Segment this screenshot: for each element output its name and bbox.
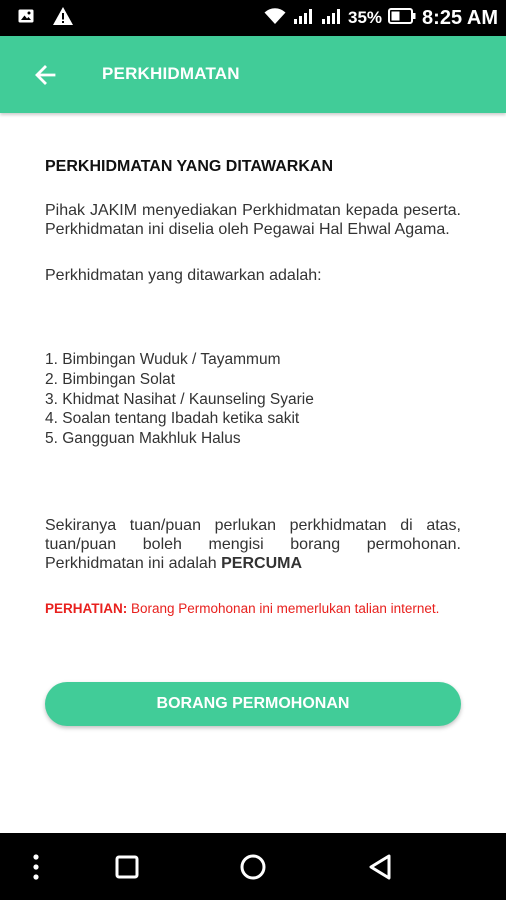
page-title: PERKHIDMATAN (102, 64, 240, 83)
offered-label: Perkhidmatan yang ditawarkan adalah: (45, 267, 322, 284)
intro-text: Pihak JAKIM menyediakan Perkhidmatan kepada peserta. Perkhidmatan ini diselia oleh Pegawai Hal Ehwal Agama. (45, 202, 461, 238)
more-vert-icon[interactable] (20, 851, 52, 883)
battery-percent: 35% (348, 8, 383, 27)
navigation-bar (0, 833, 506, 900)
section-heading: PERKHIDMATAN YANG DITAWARKAN (45, 158, 334, 175)
notice-label: PERHATIAN: (45, 601, 128, 616)
image-icon (18, 9, 34, 28)
signal-icon (320, 8, 342, 29)
signal-icon (292, 8, 314, 29)
list-item: 2. Bimbingan Solat (45, 370, 176, 388)
home-icon[interactable] (237, 851, 269, 883)
list-item: 4. Soalan tentang Ibadah ketika sakit (45, 410, 300, 428)
app-bar (0, 36, 506, 113)
free-label: PERCUMA (221, 555, 302, 572)
recent-apps-icon[interactable] (111, 851, 143, 883)
list-item: 3. Khidmat Nasihat / Kaunseling Syarie (45, 390, 314, 408)
wifi-icon (264, 7, 286, 30)
closing-body: Sekiranya tuan/puan perlukan perkhidmatan di atas, tuan/puan boleh mengisi borang permohonan. Perkhidmatan ini adalah (45, 517, 461, 572)
list-item: 5. Gangguan Makhluk Halus (45, 430, 241, 448)
notice-text (45, 600, 461, 618)
list-item: 1. Bimbingan Wuduk / Tayammum (45, 351, 281, 368)
arrow-back-icon[interactable] (32, 62, 58, 88)
services-list (45, 350, 314, 449)
application-form-button[interactable]: BORANG PERMOHONAN (45, 682, 461, 726)
notice-body: Borang Permohonan ini memerlukan talian internet. (127, 601, 440, 616)
status-bar (0, 0, 506, 36)
clock: 8:25 AM (422, 6, 498, 29)
warning-icon (52, 6, 74, 31)
closing-text (45, 516, 461, 573)
battery-icon (388, 8, 416, 29)
back-icon[interactable] (364, 851, 396, 883)
